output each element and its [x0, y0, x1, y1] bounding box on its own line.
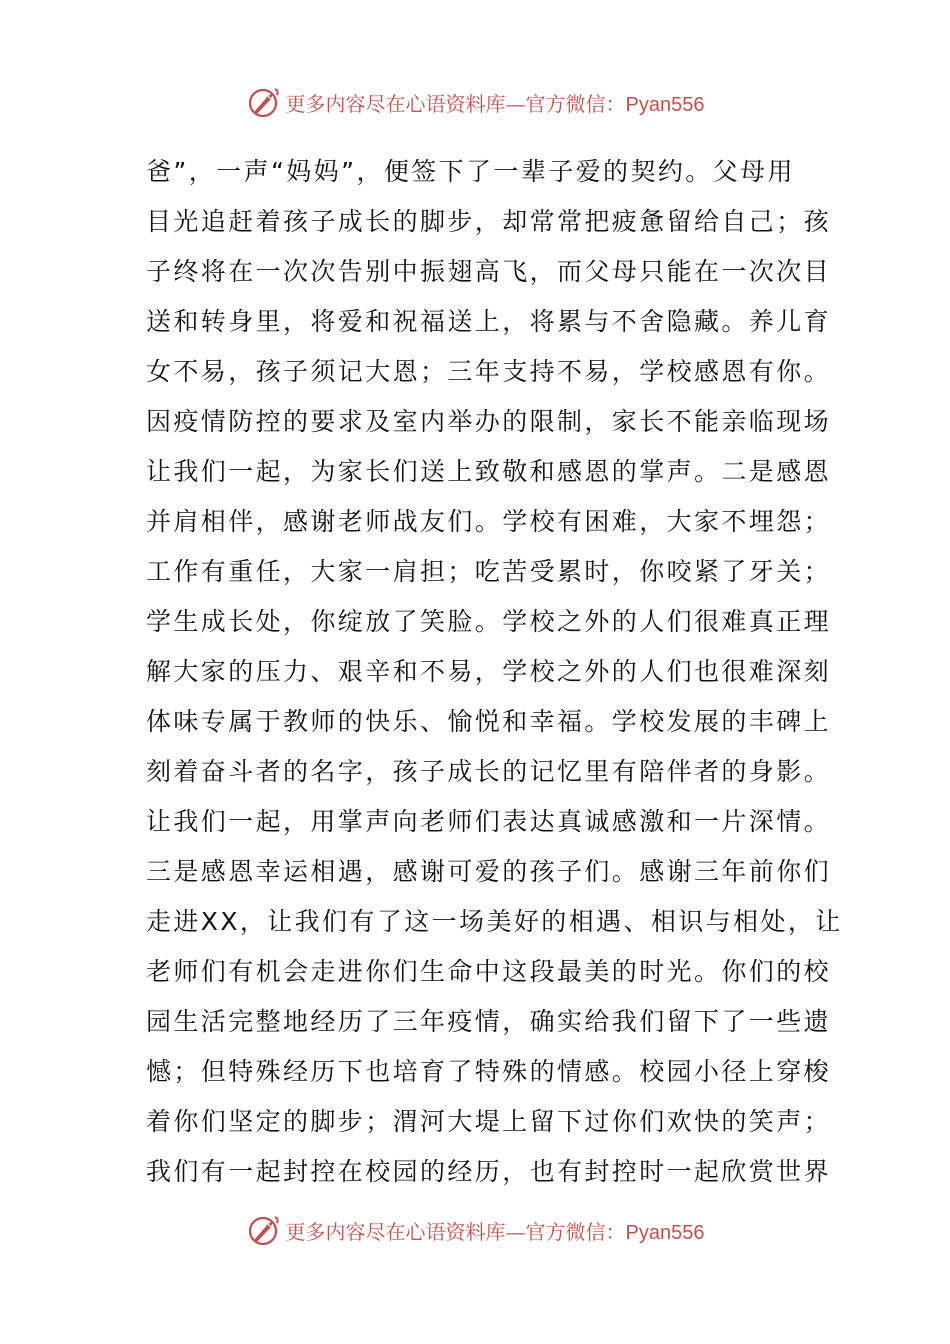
header-banner-label: 更多内容尽在心语资料库—官方微信： — [285, 91, 626, 116]
document-body — [146, 147, 843, 1197]
text-line: 学生成长处，你绽放了笑脸。学校之外的人们很难真正理 — [146, 607, 832, 636]
text-line: 着你们坚定的脚步；渭河大堤上留下过你们欢快的笑声； — [146, 1107, 832, 1136]
text-line: 老师们有机会走进你们生命中这段最美的时光。你们的校 — [146, 957, 832, 986]
text-line: 我们有一起封控在校园的经历，也有封控时一起欣赏世界 — [146, 1157, 832, 1186]
text-line: 因疫情防控的要求及室内举办的限制，家长不能亲临现场 — [146, 407, 832, 436]
text-line: 让我们一起，为家长们送上致敬和感恩的掌声。二是感恩 — [146, 457, 832, 486]
text-line: 刻着奋斗者的名字，孩子成长的记忆里有陪伴者的身影。 — [146, 757, 832, 786]
text-line: 目光追赶着孩子成长的脚步，却常常把疲惫留给自己；孩 — [146, 207, 832, 236]
header-banner — [0, 82, 950, 122]
text-line: 并肩相伴，感谢老师战友们。学校有困难，大家不埋怨； — [146, 507, 832, 536]
header-wechat-id: Pyan556 — [625, 93, 705, 116]
footer-banner-label: 更多内容尽在心语资料库—官方微信： — [285, 1219, 626, 1244]
text-line: 女不易，孩子须记大恩；三年支持不易，学校感恩有你。 — [146, 357, 832, 386]
text-line: 走进XX，让我们有了这一场美好的相遇、相识与相处，让 — [146, 907, 843, 936]
pen-nib-circle-icon — [246, 1212, 282, 1248]
pen-nib-circle-icon — [246, 84, 282, 120]
text-line: 体味专属于教师的快乐、愉悦和幸福。学校发展的丰碑上 — [146, 707, 832, 736]
text-line: 三是感恩幸运相遇，感谢可爱的孩子们。感谢三年前你们 — [146, 857, 832, 886]
text-line: 园生活完整地经历了三年疫情，确实给我们留下了一些遗 — [146, 1007, 832, 1036]
footer-wechat-id: Pyan556 — [625, 1221, 705, 1244]
text-line: 憾；但特殊经历下也培育了特殊的情感。校园小径上穿梭 — [146, 1057, 832, 1086]
footer-banner-text — [286, 1216, 705, 1245]
text-line: 爸”，一声“妈妈”，便签下了一辈子爱的契约。父母用 — [146, 157, 795, 186]
text-line: 工作有重任，大家一肩担；吃苦受累时，你咬紧了牙关； — [146, 557, 832, 586]
text-line: 解大家的压力、艰辛和不易，学校之外的人们也很难深刻 — [146, 657, 832, 686]
text-line: 让我们一起，用掌声向老师们表达真诚感激和一片深情。 — [146, 807, 832, 836]
header-banner-text — [286, 88, 705, 117]
text-line: 子终将在一次次告别中振翅高飞，而父母只能在一次次目 — [146, 257, 832, 286]
footer-banner — [0, 1210, 950, 1250]
text-line: 送和转身里，将爱和祝福送上，将累与不舍隐藏。养儿育 — [146, 307, 832, 336]
